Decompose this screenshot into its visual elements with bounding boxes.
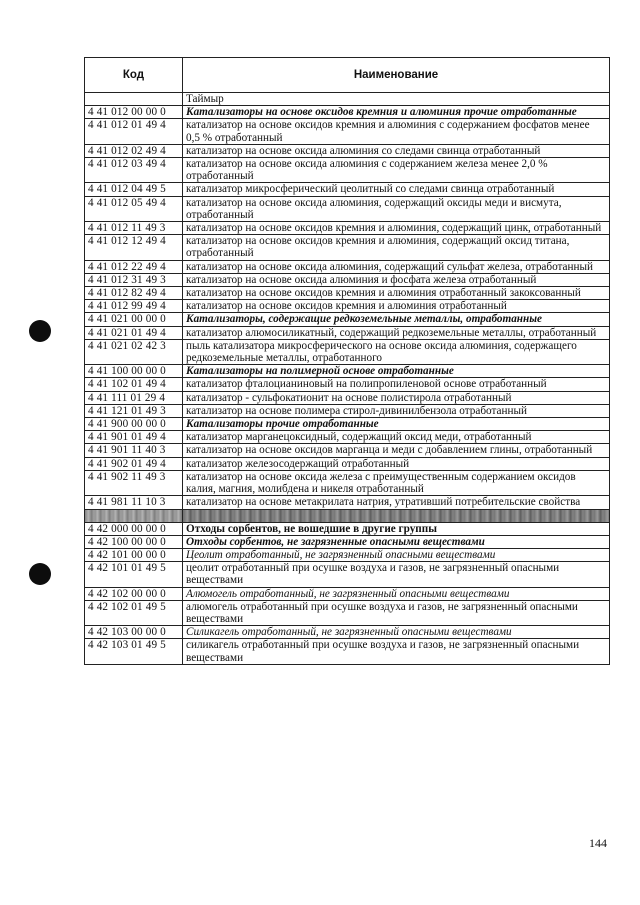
separator-row: [85, 509, 610, 522]
code-cell: 4 41 121 01 49 3: [85, 404, 183, 417]
page-number: 144: [589, 836, 607, 850]
table-row: [85, 222, 610, 235]
table-row: [85, 587, 610, 600]
table-row: [85, 196, 610, 221]
table-row: [85, 535, 610, 548]
table-row: [85, 183, 610, 196]
table-row: [85, 418, 610, 431]
table-row: [85, 106, 610, 119]
table-row: [85, 119, 610, 144]
code-cell: 4 41 012 05 49 4: [85, 196, 183, 221]
name-cell: катализатор на основе оксидов кремния и алюминия отработанный: [183, 300, 610, 313]
code-cell: 4 41 012 02 49 4: [85, 144, 183, 157]
name-cell: катализатор на основе оксида алюминия со следами свинца отработанный: [183, 144, 610, 157]
name-cell: Отходы сорбентов, не вошедшие в другие группы: [183, 522, 610, 535]
code-cell: 4 41 012 99 49 4: [85, 300, 183, 313]
table-row: [85, 313, 610, 326]
name-cell: катализатор фталоцианиновый на полипропиленовой основе отработанный: [183, 378, 610, 391]
name-cell: катализатор на основе оксида алюминия и фосфата железа отработанный: [183, 273, 610, 286]
name-cell: катализатор на основе оксидов кремния и алюминия с содержанием фосфатов менее 0,5 % отработанный: [183, 119, 610, 144]
name-cell: катализатор алюмосиликатный, содержащий редкоземельные металлы, отработанный: [183, 326, 610, 339]
code-cell: 4 41 900 00 00 0: [85, 418, 183, 431]
code-cell: 4 41 021 00 00 0: [85, 313, 183, 326]
table-row: [85, 562, 610, 587]
name-cell: Катализаторы на полимерной основе отработанные: [183, 365, 610, 378]
code-cell: 4 42 103 00 00 0: [85, 626, 183, 639]
code-cell: 4 41 012 00 00 0: [85, 106, 183, 119]
table-row: [85, 273, 610, 286]
table-row: [85, 600, 610, 625]
table-row: [85, 522, 610, 535]
code-cell: 4 41 012 03 49 4: [85, 158, 183, 183]
table-row: [85, 639, 610, 664]
code-cell: 4 42 102 00 00 0: [85, 587, 183, 600]
name-cell: катализатор на основе оксидов кремния и алюминия, содержащий оксид титана, отработанный: [183, 235, 610, 260]
code-cell: 4 41 021 02 42 3: [85, 339, 183, 364]
name-cell: катализатор на основе оксида алюминия с содержанием железа менее 2,0 % отработанный: [183, 158, 610, 183]
code-cell: 4 42 000 00 00 0: [85, 522, 183, 535]
name-cell: катализатор на основе полимера стирол-дивинилбензола отработанный: [183, 404, 610, 417]
header-name: Наименование: [183, 58, 610, 93]
name-cell: катализатор на основе оксида алюминия, содержащий сульфат железа, отработанный: [183, 260, 610, 273]
name-cell: катализатор на основе оксида алюминия, содержащий оксиды меди и висмута, отработанный: [183, 196, 610, 221]
code-cell: 4 41 012 12 49 4: [85, 235, 183, 260]
table-row: [85, 260, 610, 273]
name-cell: Катализаторы на основе оксидов кремния и алюминия прочие отработанные: [183, 106, 610, 119]
table-row: [85, 365, 610, 378]
code-cell: 4 41 901 11 40 3: [85, 444, 183, 457]
waste-classification-table: [84, 57, 610, 665]
table-row: [85, 93, 610, 106]
binder-hole-top: [29, 320, 51, 342]
code-cell: 4 41 902 01 49 4: [85, 457, 183, 470]
name-cell: алюмогель отработанный при осушке воздуха и газов, не загрязненный опасными веществами: [183, 600, 610, 625]
table-header-row: [85, 58, 610, 93]
code-cell: 4 41 012 22 49 4: [85, 260, 183, 273]
name-cell: Цеолит отработанный, не загрязненный опасными веществами: [183, 548, 610, 561]
table-row: [85, 287, 610, 300]
table-row: [85, 235, 610, 260]
name-cell: Катализаторы прочие отработанные: [183, 418, 610, 431]
code-cell: 4 41 100 00 00 0: [85, 365, 183, 378]
code-cell: 4 41 012 01 49 4: [85, 119, 183, 144]
table-row: [85, 626, 610, 639]
code-cell: 4 41 111 01 29 4: [85, 391, 183, 404]
name-cell: катализатор железосодержащий отработанный: [183, 457, 610, 470]
code-cell: 4 42 100 00 00 0: [85, 535, 183, 548]
table-row: [85, 404, 610, 417]
name-cell: катализатор - сульфокатионит на основе полистирола отработанный: [183, 391, 610, 404]
code-cell: 4 41 901 01 49 4: [85, 431, 183, 444]
code-cell: [85, 509, 183, 522]
code-cell: 4 41 012 82 49 4: [85, 287, 183, 300]
table-row: [85, 300, 610, 313]
header-code: Код: [85, 58, 183, 93]
table-row: [85, 444, 610, 457]
name-cell: Катализаторы, содержащие редкоземельные металлы, отработанные: [183, 313, 610, 326]
table-row: [85, 158, 610, 183]
code-cell: 4 41 102 01 49 4: [85, 378, 183, 391]
name-cell: Таймыр: [183, 93, 610, 106]
table-row: [85, 378, 610, 391]
name-cell: катализатор марганецоксидный, содержащий оксид меди, отработанный: [183, 431, 610, 444]
code-cell: 4 41 012 11 49 3: [85, 222, 183, 235]
name-cell: Силикагель отработанный, не загрязненный опасными веществами: [183, 626, 610, 639]
table-row: [85, 470, 610, 495]
code-cell: 4 41 012 31 49 3: [85, 273, 183, 286]
name-cell: катализатор на основе оксида железа с преимущественным содержанием оксидов калия, магния, молибдена и никеля отработанный: [183, 470, 610, 495]
code-cell: 4 42 101 01 49 5: [85, 562, 183, 587]
code-cell: 4 41 012 04 49 5: [85, 183, 183, 196]
table-row: [85, 144, 610, 157]
name-cell: Отходы сорбентов, не загрязненные опасными веществами: [183, 535, 610, 548]
name-cell: цеолит отработанный при осушке воздуха и газов, не загрязненный опасными веществами: [183, 562, 610, 587]
name-cell: катализатор на основе оксидов марганца и меди с добавлением глины, отработанный: [183, 444, 610, 457]
table-row: [85, 391, 610, 404]
code-cell: [85, 93, 183, 106]
code-cell: 4 41 021 01 49 4: [85, 326, 183, 339]
name-cell: катализатор микросферический цеолитный со следами свинца отработанный: [183, 183, 610, 196]
table-row: [85, 457, 610, 470]
table-row: [85, 548, 610, 561]
name-cell: катализатор на основе метакрилата натрия, утративший потребительские свойства: [183, 496, 610, 509]
code-cell: 4 42 102 01 49 5: [85, 600, 183, 625]
binder-hole-bottom: [29, 563, 51, 585]
name-cell: пыль катализатора микросферического на основе оксида алюминия, содержащего редкоземельные металлы, отработанного: [183, 339, 610, 364]
table-row: [85, 496, 610, 509]
table-row: [85, 326, 610, 339]
code-cell: 4 42 103 01 49 5: [85, 639, 183, 664]
name-cell: катализатор на основе оксидов кремния и алюминия, содержащий цинк, отработанный: [183, 222, 610, 235]
name-cell: катализатор на основе оксидов кремния и алюминия отработанный закоксованный: [183, 287, 610, 300]
name-cell: силикагель отработанный при осушке воздуха и газов, не загрязненный опасными веществами: [183, 639, 610, 664]
name-cell: Алюмогель отработанный, не загрязненный опасными веществами: [183, 587, 610, 600]
table-row: [85, 339, 610, 364]
table-row: [85, 431, 610, 444]
code-cell: 4 42 101 00 00 0: [85, 548, 183, 561]
code-cell: 4 41 902 11 49 3: [85, 470, 183, 495]
code-cell: 4 41 981 11 10 3: [85, 496, 183, 509]
name-cell: [183, 509, 610, 522]
